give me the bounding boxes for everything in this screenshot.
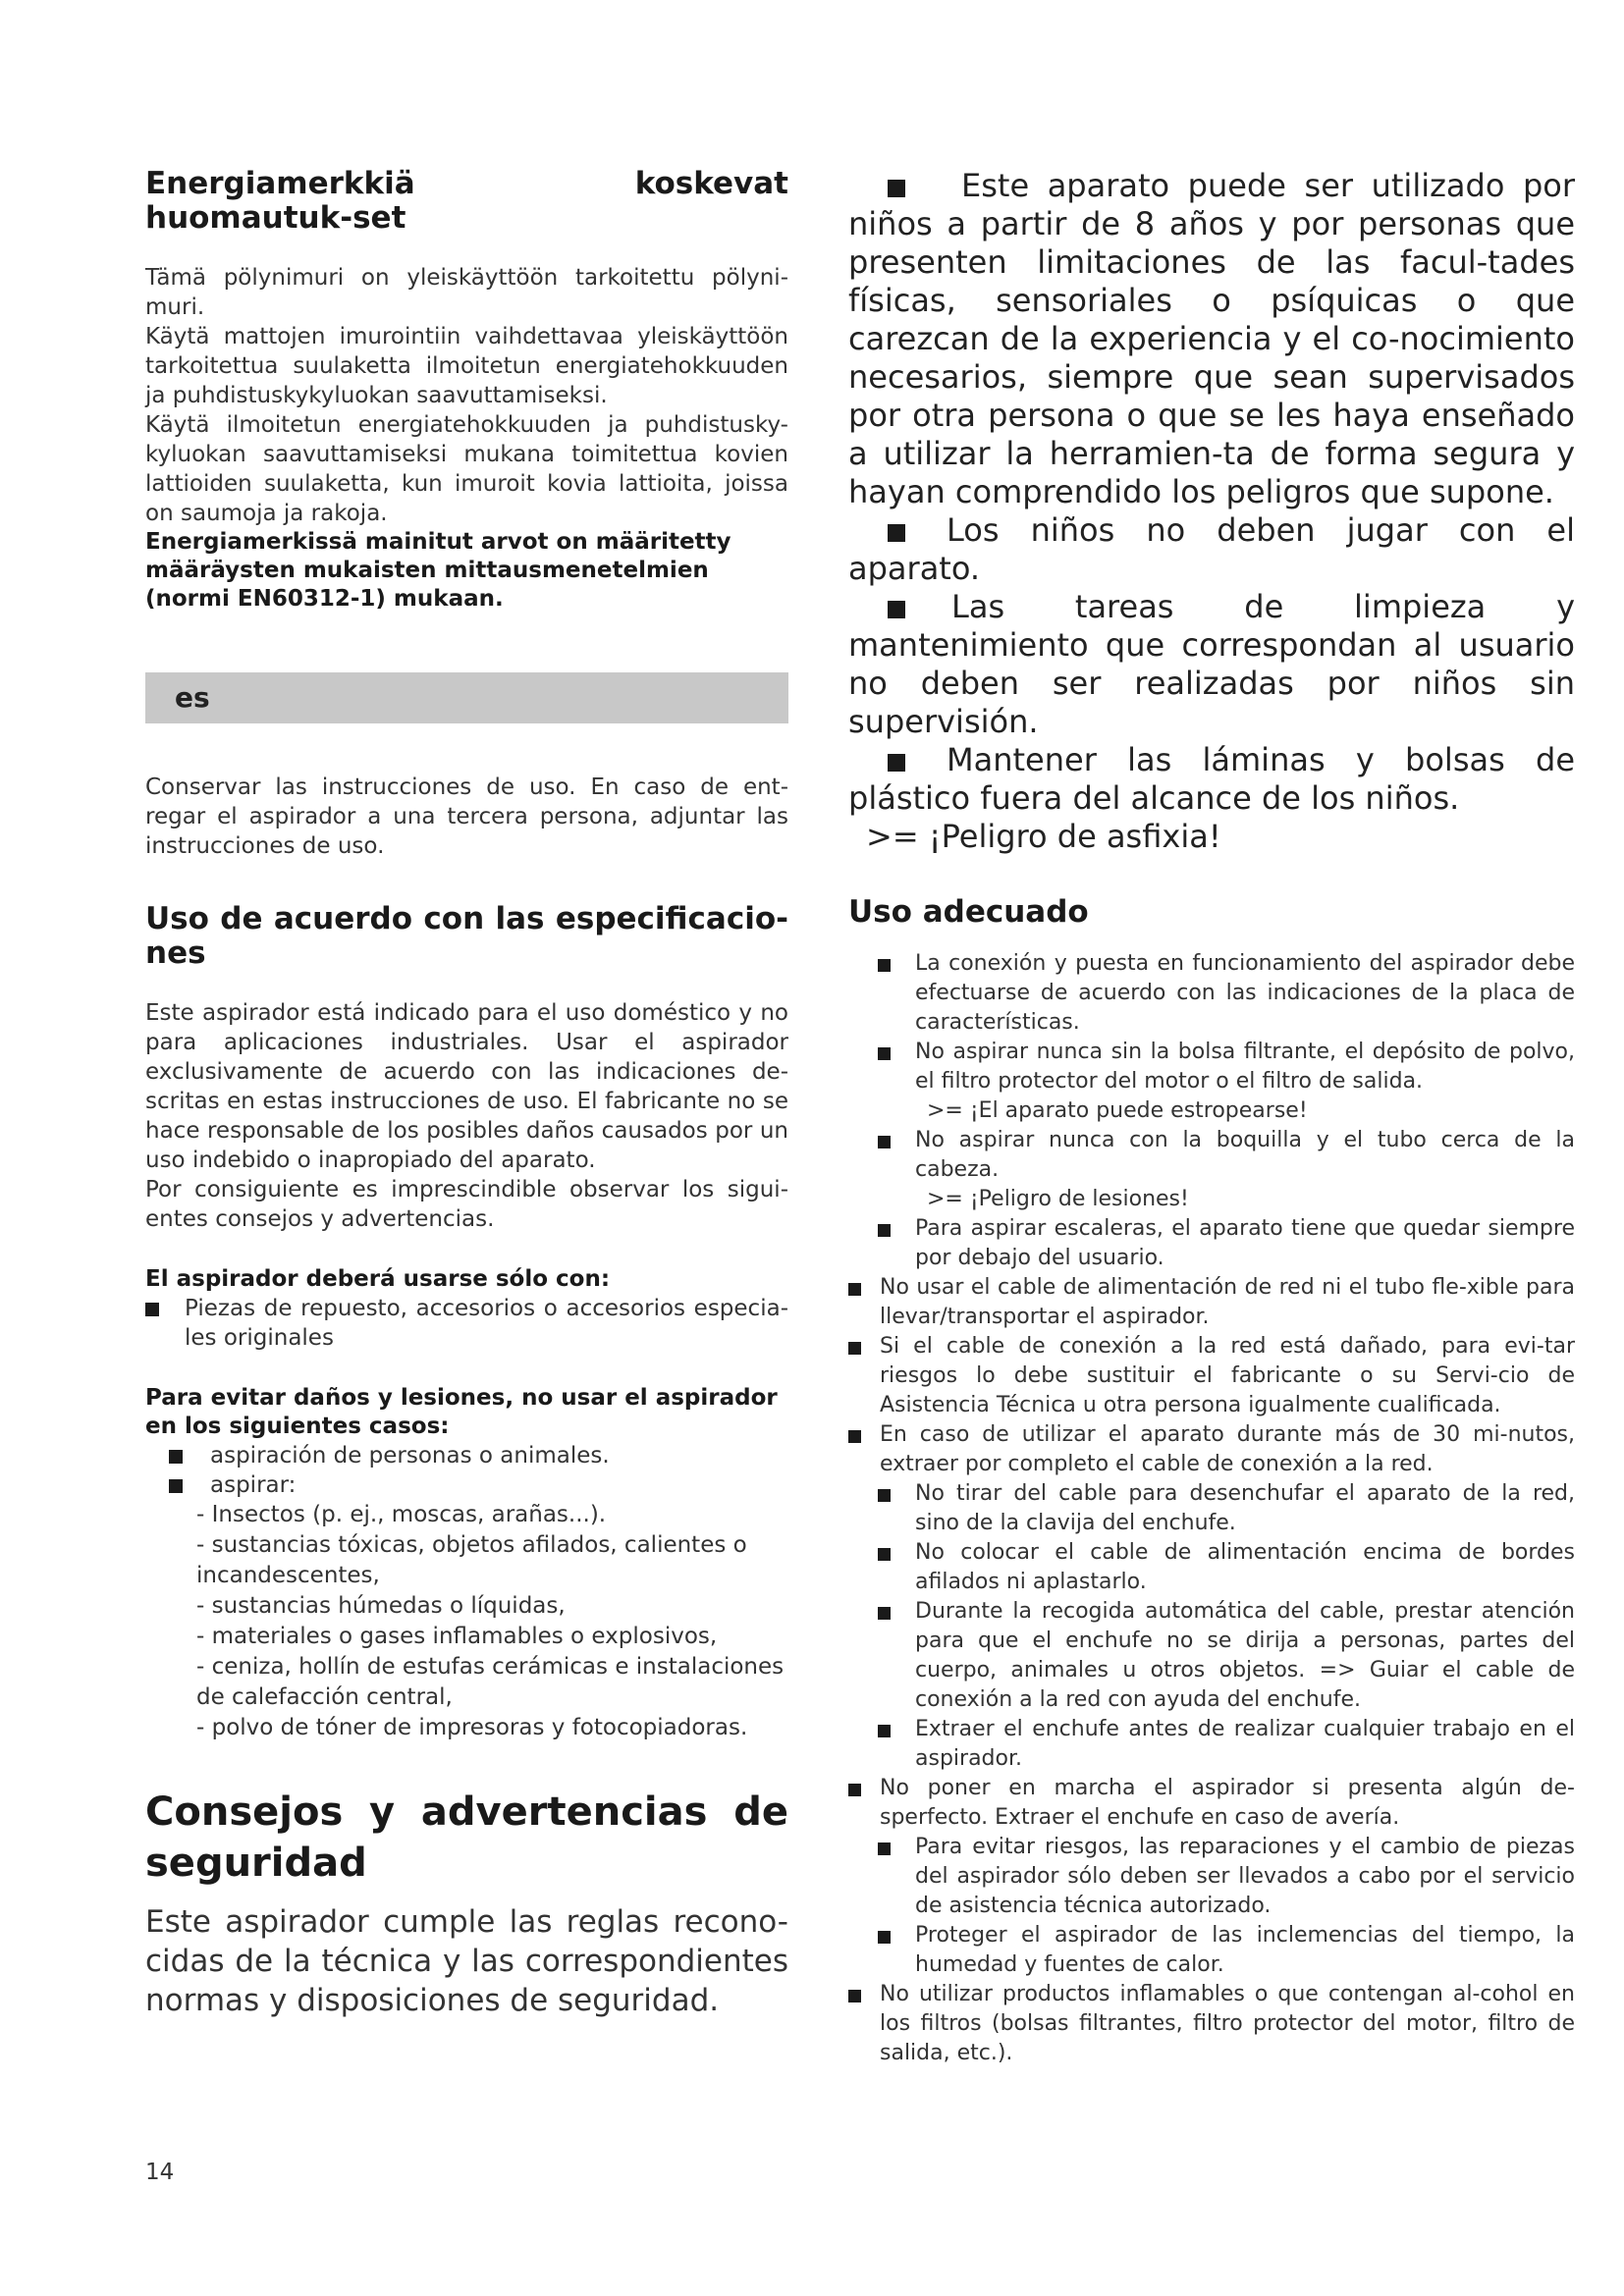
bullet-square-icon <box>848 1784 861 1796</box>
dash-item: - Insectos (p. ej., moscas, arañas...). <box>196 1502 607 1527</box>
list-item: La conexión y puesta en funcionamiento del aspirador debe efectuarse de acuerdo con las indicaciones de la placa de características. <box>878 949 1575 1038</box>
list-item: No usar el cable de alimentación de red ni el tubo fle-xible para llevar/transportar el aspirador. <box>848 1273 1575 1332</box>
page-number: 14 <box>145 2160 175 2185</box>
bullet-square-icon <box>169 1450 183 1464</box>
asphyxia-warning: >= ¡Peligro de asfixia! <box>866 818 1221 855</box>
bullet-square-icon <box>145 1303 159 1316</box>
list-item: No aspirar nunca sin la bolsa filtrante, el depósito de polvo, el filtro protector del motor o el filtro de salida. >= ¡El aparato puede estropearse! <box>878 1038 1575 1126</box>
list-item: En caso de utilizar el aparato durante más de 30 mi-nutos, extraer por completo el cable de conexión a la red. <box>848 1420 1575 1479</box>
uso-adecuado-heading: Uso adecuado <box>848 894 1089 930</box>
bullet-square-icon <box>878 1548 891 1561</box>
list-item: No tirar del cable para desenchufar el aparato de la red, sino de la clavija del enchufe. <box>878 1479 1575 1538</box>
bullet-square-icon <box>888 601 905 618</box>
bullet-square-icon <box>878 1931 891 1944</box>
bullet-square-icon <box>878 1047 891 1060</box>
list-item: Para evitar riesgos, las reparaciones y el cambio de piezas del aspirador sólo deben ser llevados a cabo por el servicio de asistencia técnica autorizado. <box>878 1833 1575 1921</box>
energy-paragraph-2: Käytä mattojen imurointiin vaihdettavaa yleiskäyttöön tarkoitettua suulaketta ilmoitetun energiatehokkuuden ja puhdistuskykyluokan saavuttamiseksi. <box>145 324 788 408</box>
dash-item: - ceniza, hollín de estufas cerámicas e instalaciones de calefacción central, <box>196 1654 785 1710</box>
safety-intro: Este aspirador cumple las reglas recono-cidas de la técnica y las correspondientes normas y disposiciones de seguridad. <box>145 1904 788 2018</box>
uso-spec-paragraph-2: Por consiguiente es imprescindible observar los sigui-entes consejos y advertencias. <box>145 1177 788 1232</box>
dash-item: - sustancias tóxicas, objetos afilados, calientes o incandescentes, <box>196 1532 747 1588</box>
list-item: No utilizar productos inflamables o que contengan al-cohol en los filtros (bolsas filtrantes, filtro protector del motor, filtro de salida, etc.). <box>848 1980 1575 2068</box>
avoid-damage-heading: Para evitar daños y lesiones, no usar el aspirador en los siguientes casos: <box>145 1385 778 1439</box>
list-item: Piezas de repuesto, accesorios o accesorios especia-les originales <box>145 1294 788 1353</box>
list-item: aspiración de personas o animales. <box>145 1441 788 1470</box>
safety-heading: Consejos y advertencias de seguridad <box>145 1789 788 1886</box>
bullet-square-icon <box>878 959 891 972</box>
large-bullet-cleaning: Las tareas de limpieza y mantenimiento que correspondan al usuario no deben ser realizadas por niños sin supervisión. <box>848 588 1575 740</box>
large-bullet-children: Este aparato puede ser utilizado por niños a partir de 8 años y por personas que presenten limitaciones de las facul-tades físicas, sensoriales o psíquicas o que carezcan de la experiencia y el co-nocimiento necesarios, siempre que sean supervisados por otra persona o que se les haya enseñado a utilizar la herramien-ta de forma segura y hayan comprendido los peligros que supone. <box>848 167 1575 510</box>
bullet-square-icon <box>878 1224 891 1237</box>
uso-spec-paragraph-1: Este aspirador está indicado para el uso doméstico y no para aplicaciones industriales. Usar el aspirador exclusivamente de acuerdo con las indicaciones de-scritas en estas instrucciones de uso. El fabricante no se hace responsable de los posibles daños causados por un uso indebido o inapropiado del aparato. <box>145 1000 788 1173</box>
bullet-square-icon <box>878 1489 891 1502</box>
warning-note: >= ¡El aparato puede estropearse! <box>927 1098 1308 1123</box>
list-item: No poner en marcha el aspirador si presenta algún de-sperfecto. Extraer el enchufe en caso de avería. <box>848 1774 1575 1833</box>
energy-bold-note: Energiamerkissä mainitut arvot on määritetty määräysten mukaisten mittausmenetelmien (normi EN60312-1) mukaan. <box>145 529 731 612</box>
bullet-square-icon <box>878 1725 891 1737</box>
language-bar <box>145 672 788 723</box>
large-bullet-no-play: Los niños no deben jugar con el aparato. <box>848 511 1575 587</box>
right-column <box>848 167 1575 2068</box>
list-item: Si el cable de conexión a la red está dañado, para evi-tar riesgos lo debe sustituir el fabricante o su Servi-cio de Asistencia Técnica u otra persona igualmente cualificada. <box>848 1332 1575 1420</box>
only-with-heading: El aspirador deberá usarse sólo con: <box>145 1266 611 1292</box>
list-item: Proteger el aspirador de las inclemencias del tiempo, la humedad y fuentes de calor. <box>878 1921 1575 1980</box>
energy-paragraph-3: Käytä ilmoitetun energiatehokkuuden ja puhdistusky-kyluokan saavuttamiseksi mukana toimitettua kovien lattioiden suulaketta, kun imuroit kovia lattioita, joissa on saumoja ja rakoja. <box>145 412 788 526</box>
uso-especificaciones-heading: Uso de acuerdo con las especificacio-nes <box>145 901 788 971</box>
list-item: No colocar el cable de alimentación encima de bordes afilados ni aplastarlo. <box>878 1538 1575 1597</box>
left-column <box>145 167 788 2020</box>
list-item: Durante la recogida automática del cable, prestar atención para que el enchufe no se dirija a personas, partes del cuerpo, animales u otros objetos. => Guiar el cable de conexión a la red con ayuda del enchufe. <box>878 1597 1575 1715</box>
bullet-square-icon <box>878 1136 891 1148</box>
energy-paragraph-1: Tämä pölynimuri on yleiskäyttöön tarkoitettu pölyni-muri. <box>145 265 788 320</box>
bullet-square-icon <box>888 180 905 197</box>
conserve-instructions-text: Conservar las instrucciones de uso. En caso de ent-regar el aspirador a una tercera persona, adjuntar las instrucciones de uso. <box>145 774 788 859</box>
uso-adecuado-list <box>848 949 1575 2068</box>
energy-label-heading: Energiamerkkiä koskevat huomautuk-set <box>145 166 788 236</box>
bullet-square-icon <box>848 1342 861 1355</box>
list-item: Para aspirar escaleras, el aparato tiene que quedar siempre por debajo del usuario. <box>878 1214 1575 1273</box>
dash-item: - polvo de tóner de impresoras y fotocopiadoras. <box>196 1715 748 1740</box>
bullet-square-icon <box>169 1479 183 1493</box>
bullet-square-icon <box>848 1283 861 1296</box>
warning-note: >= ¡Peligro de lesiones! <box>927 1187 1189 1211</box>
bullet-square-icon <box>848 1990 861 2002</box>
bullet-square-icon <box>888 754 905 772</box>
list-item: No aspirar nunca con la boquilla y el tubo cerca de la cabeza. >= ¡Peligro de lesiones! <box>878 1126 1575 1214</box>
bullet-square-icon <box>848 1430 861 1443</box>
large-bullet-plastic: Mantener las láminas y bolsas de plástico fuera del alcance de los niños. <box>848 741 1575 817</box>
language-code: es <box>175 681 210 714</box>
list-item: Extraer el enchufe antes de realizar cualquier trabajo en el aspirador. <box>878 1715 1575 1774</box>
dash-item: - materiales o gases inflamables o explosivos, <box>196 1624 718 1649</box>
list-item: aspirar: <box>145 1470 788 1500</box>
bullet-square-icon <box>888 524 905 542</box>
dash-item: - sustancias húmedas o líquidas, <box>196 1593 566 1619</box>
bullet-square-icon <box>878 1607 891 1620</box>
bullet-square-icon <box>878 1842 891 1855</box>
